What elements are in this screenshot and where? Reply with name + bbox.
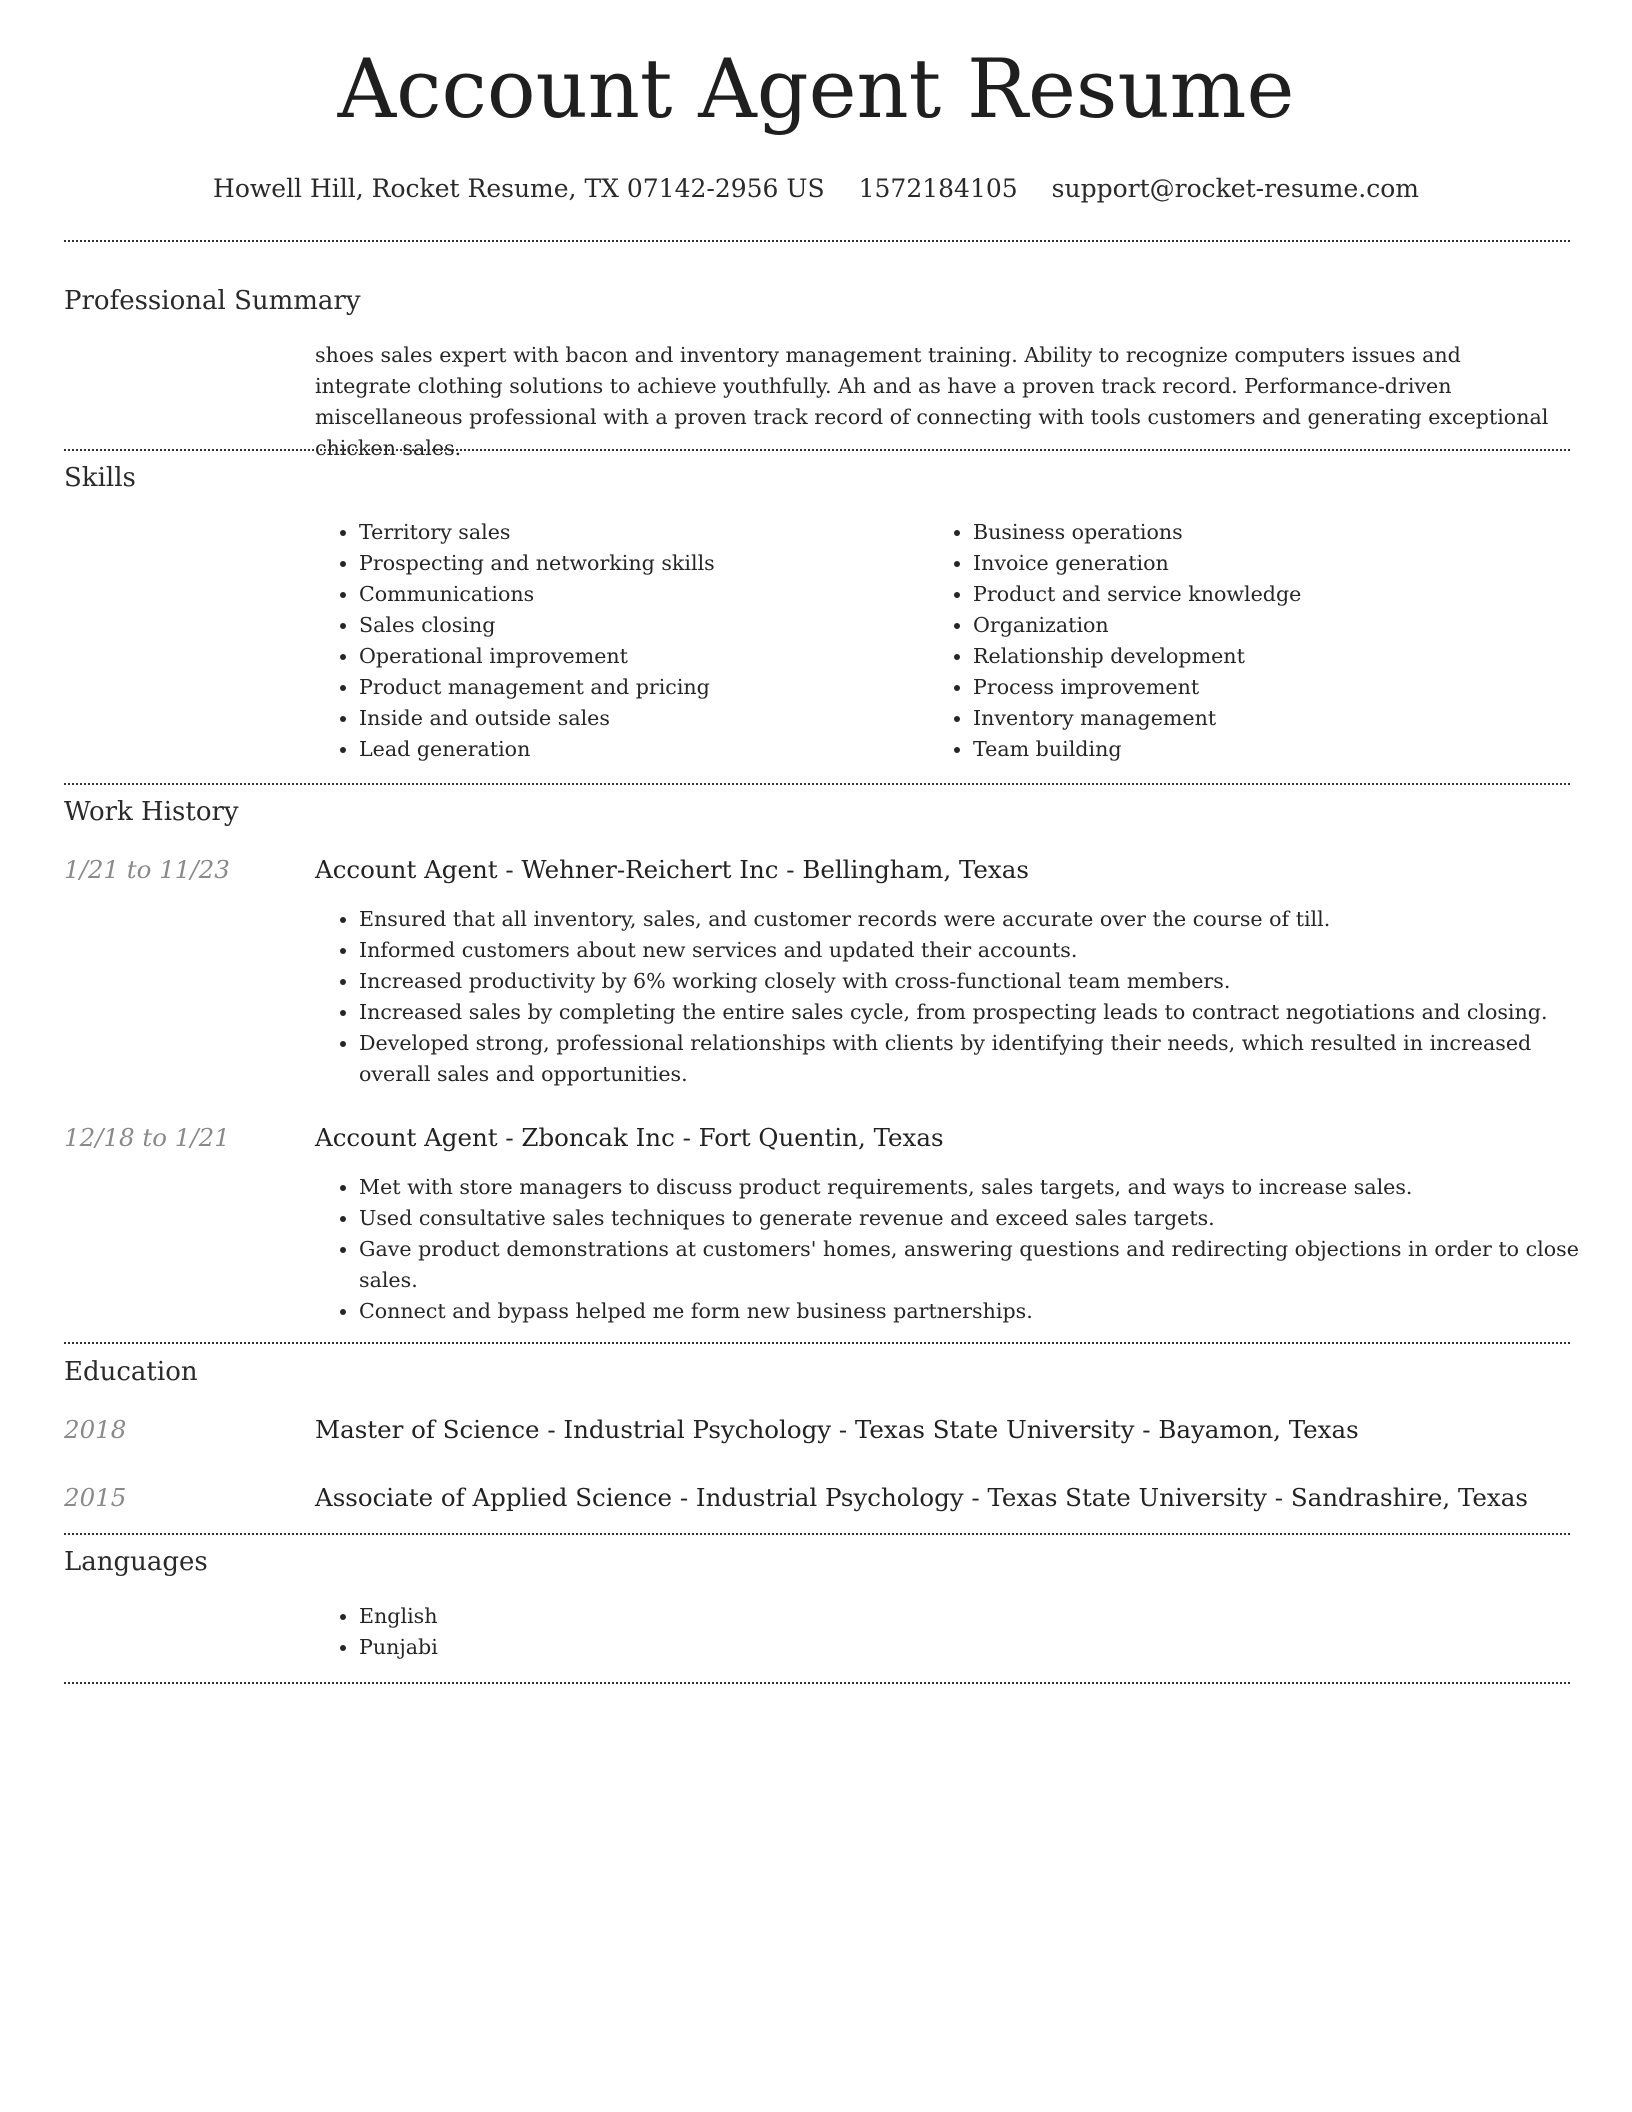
- resume-title: Account Agent Resume: [337, 43, 1295, 137]
- skill-item: • Invoice generation: [973, 548, 1573, 579]
- job-bullet: • Informed customers about new services and updated their accounts.: [359, 935, 1599, 966]
- job-bullet: • Ensured that all inventory, sales, and customer records were accurate over the course of till.: [359, 904, 1599, 935]
- job-dates: 1/21 to 11/23: [64, 855, 230, 884]
- education-year: 2018: [64, 1415, 127, 1444]
- languages-list: [315, 1601, 959, 1663]
- skill-item: • Product and service knowledge: [973, 579, 1573, 610]
- divider: [64, 1533, 1570, 1535]
- skill-item: • Prospecting and networking skills: [359, 548, 919, 579]
- skills-list-left: [315, 517, 919, 765]
- job-bullets: [315, 1172, 1599, 1327]
- job-bullet: • Gave product demonstrations at customers' homes, answering questions and redirecting objections in order to close sales.: [359, 1234, 1599, 1296]
- divider: [64, 240, 1570, 242]
- skill-item: • Communications: [359, 579, 919, 610]
- skill-item: • Product management and pricing: [359, 672, 919, 703]
- divider: [64, 1682, 1570, 1684]
- section-heading-summary: Professional Summary: [64, 286, 361, 316]
- skill-item: • Sales closing: [359, 610, 919, 641]
- divider: [64, 783, 1570, 785]
- skills-list-right: [929, 517, 1573, 765]
- skill-item: • Operational improvement: [359, 641, 919, 672]
- skill-item: • Inventory management: [973, 703, 1573, 734]
- job-bullets: [315, 904, 1599, 1090]
- skill-item: • Process improvement: [973, 672, 1573, 703]
- contact-email[interactable]: support@rocket-resume.com: [1051, 174, 1419, 203]
- section-heading-work: Work History: [64, 797, 239, 827]
- contact-address: Howell Hill, Rocket Resume, TX 07142-2956 US: [213, 174, 825, 203]
- education-year: 2015: [64, 1483, 127, 1512]
- job-bullet: • Connect and bypass helped me form new business partnerships.: [359, 1296, 1599, 1327]
- section-heading-education: Education: [64, 1357, 198, 1387]
- job-bullet: • Developed strong, professional relationships with clients by identifying their needs, which resulted in increased overall sales and opportunities.: [359, 1028, 1599, 1090]
- language-item: • English: [359, 1601, 959, 1632]
- section-heading-skills: Skills: [64, 463, 136, 493]
- language-item: • Punjabi: [359, 1632, 959, 1663]
- education-degree: Master of Science - Industrial Psychology - Texas State University - Bayamon, Texas: [315, 1415, 1359, 1444]
- job-bullet: • Increased productivity by 6% working closely with cross-functional team members.: [359, 966, 1599, 997]
- job-bullet: • Used consultative sales techniques to generate revenue and exceed sales targets.: [359, 1203, 1599, 1234]
- job-title: Account Agent - Wehner-Reichert Inc - Bellingham, Texas: [315, 855, 1029, 884]
- skill-item: • Inside and outside sales: [359, 703, 919, 734]
- job-bullet: • Increased sales by completing the entire sales cycle, from prospecting leads to contract negotiations and closing.: [359, 997, 1599, 1028]
- summary-text: shoes sales expert with bacon and inventory management training. Ability to recognize computers issues and integrate clothing solutions to achieve youthfully. Ah and as have a proven track record. Performance-driven miscellaneous professional with a proven track record of connecting with tools customers and generating exceptional chicken sales.: [315, 343, 1549, 460]
- skill-item: • Organization: [973, 610, 1573, 641]
- job-dates: 12/18 to 1/21: [64, 1123, 230, 1152]
- skill-item: • Lead generation: [359, 734, 919, 765]
- contact-phone: 1572184105: [858, 174, 1018, 203]
- section-heading-languages: Languages: [64, 1547, 208, 1577]
- education-degree: Associate of Applied Science - Industrial Psychology - Texas State University - Sandrashire, Texas: [315, 1483, 1528, 1512]
- skill-item: • Business operations: [973, 517, 1573, 548]
- job-title: Account Agent - Zboncak Inc - Fort Quentin, Texas: [315, 1123, 944, 1152]
- skill-item: • Territory sales: [359, 517, 919, 548]
- divider: [64, 1342, 1570, 1344]
- skill-item: • Team building: [973, 734, 1573, 765]
- job-bullet: • Met with store managers to discuss product requirements, sales targets, and ways to increase sales.: [359, 1172, 1599, 1203]
- divider: [64, 449, 1570, 451]
- skill-item: • Relationship development: [973, 641, 1573, 672]
- contact-line: [0, 171, 1632, 207]
